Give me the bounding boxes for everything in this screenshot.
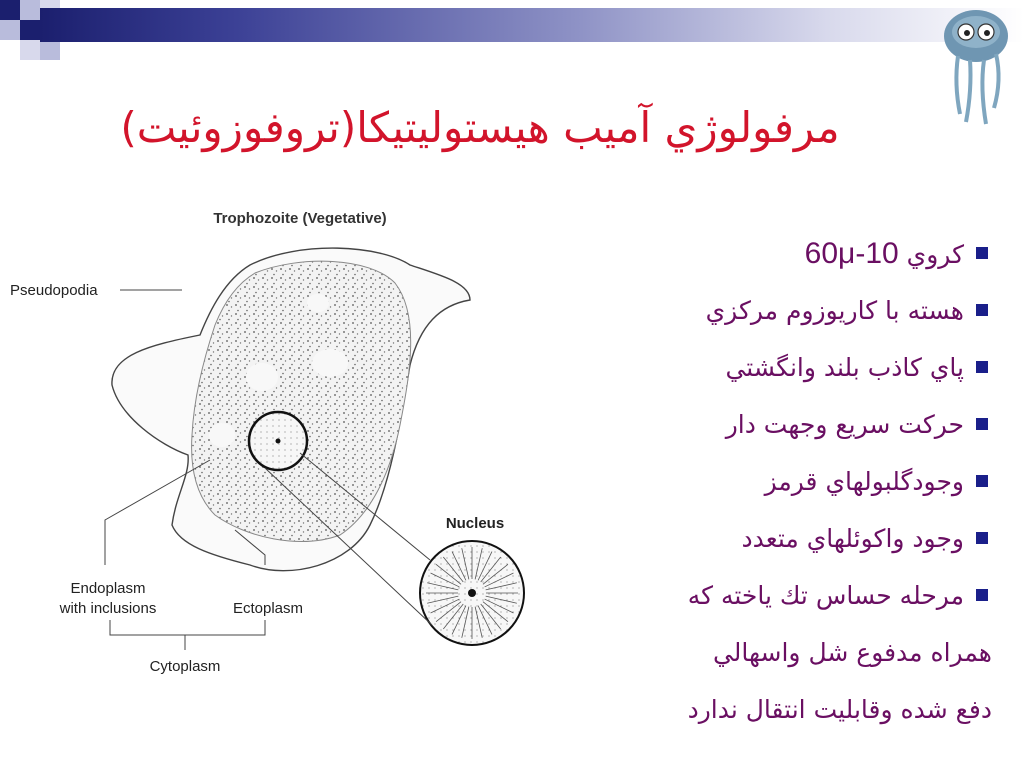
square-bullet-icon — [976, 532, 988, 544]
square-bullet-icon — [976, 361, 988, 373]
label-cytoplasm: Cytoplasm — [149, 658, 221, 675]
continuation-line-2: دفع شده وقابليت انتقال ندارد — [687, 695, 992, 724]
list-item: وجودگلبولهاي قرمز — [572, 453, 992, 510]
amoeba-mascot-icon — [936, 4, 1016, 128]
header-gradient-bar — [40, 8, 1024, 42]
label-pseudopodia: Pseudopodia — [10, 282, 98, 299]
slide-title: مرفولوژي آميب هيستوليتيكا(تروفوزوئيت) — [120, 103, 840, 152]
label-endoplasm-2: with inclusions — [59, 600, 157, 617]
size-value: 10-60μ — [804, 237, 899, 270]
nucleus-enlarged — [420, 541, 524, 645]
square-bullet-icon — [976, 475, 988, 487]
list-item: كروي 10-60μ — [572, 225, 992, 282]
label-endoplasm-1: Endoplasm — [70, 580, 146, 597]
list-item: هسته با كاريوزوم مركزي — [572, 282, 992, 339]
list-item: مرحله حساس تك ياخته كه — [572, 567, 992, 624]
square-bullet-icon — [976, 304, 988, 316]
square-bullet-icon — [976, 247, 988, 259]
list-item: پاي كاذب بلند وانگشتي — [572, 339, 992, 396]
label-ectoplasm: Ectoplasm — [232, 600, 304, 617]
square-bullet-icon — [976, 418, 988, 430]
label-nucleus: Nucleus — [445, 515, 505, 532]
square-bullet-icon — [976, 589, 988, 601]
trophozoite-diagram — [0, 195, 560, 695]
bullet-list — [572, 225, 992, 624]
continuation-line-1: همراه مدفوع شل واسهالي — [712, 638, 992, 667]
figure-title: Trophozoite (Vegetative) — [213, 210, 387, 227]
list-item: وجود واكوئلهاي متعدد — [572, 510, 992, 567]
list-item: حركت سريع وجهت دار — [572, 396, 992, 453]
header-decoration — [0, 0, 1024, 70]
